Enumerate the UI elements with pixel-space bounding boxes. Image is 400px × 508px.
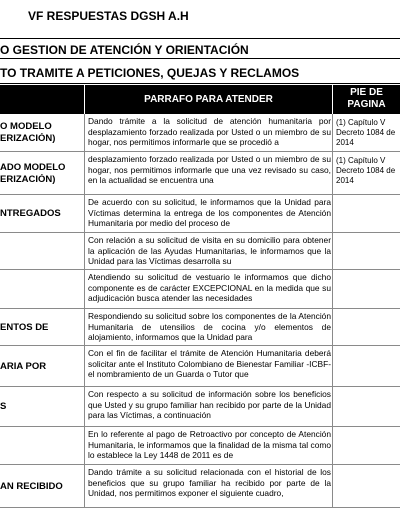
row-parrafo-text: En lo referente al pago de Retroactivo por concepto de Atención Humanitaria, le informamos que la finalidad de la misma tal como lo establece la Ley 1448 de 2011 es de (88, 429, 331, 461)
row-label: O MODELO (0, 121, 52, 132)
row-pie-cell[interactable] (333, 195, 400, 232)
row-label-cell[interactable] (0, 233, 85, 269)
row-parrafo-cell[interactable] (85, 427, 333, 464)
row-label-cell[interactable] (0, 346, 85, 386)
row-parrafo-text: Respondiendo su solicitud sobre los componentes de la Atención Humanitaria de utensilios de cocina y/o elementos de alojamiento, informamos que la Unidad para (88, 311, 331, 343)
table-row (0, 195, 400, 233)
table-row (0, 233, 400, 270)
process-line: O GESTION DE ATENCIÓN Y ORIENTACIÓN (0, 43, 249, 57)
row-parrafo-text: Atendiendo su solicitud de vestuario le informamos que dicho componente es de carácter EXCEPCIONAL en la medida que su adjudicación busca atender las necesidades (88, 272, 331, 304)
table-row (0, 152, 400, 195)
table-row (0, 465, 400, 508)
row-label-cell[interactable] (0, 465, 85, 507)
row-label: AN RECIBIDO (0, 481, 63, 492)
row-label-cell[interactable] (0, 152, 85, 194)
row-label: ARIA POR (0, 361, 47, 372)
table-row (0, 346, 400, 387)
row-label-cell[interactable] (0, 114, 85, 151)
row-pie-cell[interactable] (333, 465, 400, 507)
row-parrafo-cell[interactable] (85, 465, 333, 507)
row-label: S (0, 401, 7, 412)
row-pie-cell[interactable] (333, 114, 400, 151)
row-label-cell[interactable] (0, 195, 85, 232)
table-row (0, 309, 400, 346)
row-label-cell[interactable] (0, 270, 85, 308)
process-band[interactable] (0, 38, 400, 59)
row-parrafo-text: Dando trámite a la solicitud de atención humanitaria por desplazamiento forzado realizada por Usted o un miembro de su hogar, nos permitimos informarle que se procedió a (88, 116, 331, 148)
row-label: ERIZACIÓN) (0, 174, 56, 185)
row-parrafo-cell[interactable] (85, 114, 333, 151)
row-label-cell[interactable] (0, 387, 85, 426)
procedure-line: TO TRAMITE A PETICIONES, QUEJAS Y RECLAMOS (0, 66, 300, 80)
row-pie-cell[interactable] (333, 152, 400, 194)
row-pie-cell[interactable] (333, 309, 400, 345)
row-parrafo-cell[interactable] (85, 309, 333, 345)
row-parrafo-text: De acuerdo con su solicitud, le informamos que la Unidad para Víctimas determina la entrega de los componentes de Atención Humanitaria por medio del proceso de (88, 197, 331, 229)
header-cell-label[interactable] (0, 85, 85, 114)
row-label: ENTOS DE (0, 322, 49, 333)
table-row (0, 270, 400, 309)
row-parrafo-cell[interactable] (85, 270, 333, 308)
row-pie-text: (1) Capítulo V Decreto 1084 de 2014 (336, 118, 396, 147)
row-pie-cell[interactable] (333, 427, 400, 464)
row-parrafo-text: desplazamiento forzado realizada por Usted o un miembro de su hogar, nos permitimos informarle que una vez revisado su caso, en la actualidad se encuentra una (88, 154, 331, 186)
row-parrafo-cell[interactable] (85, 233, 333, 269)
table-row (0, 114, 400, 152)
row-pie-text: (1) Capítulo V Decreto 1084 de 2014 (336, 156, 396, 185)
header-pie-de-pagina[interactable] (333, 87, 400, 111)
row-parrafo-text: Con respecto a su solicitud de información sobre los beneficios que Usted y su grupo familiar han recibido por parte de la Unidad para las Víctimas, a continuación (88, 389, 331, 421)
row-label-cell[interactable] (0, 309, 85, 345)
row-parrafo-text: Con el fin de facilitar el trámite de Atención Humanitaria deberá solicitar ante el Instituto Colombiano de Bienestar Familiar -ICBF- el nombramiento de un Guarda o Tutor que (88, 348, 331, 380)
row-parrafo-cell[interactable] (85, 195, 333, 232)
row-parrafo-text: Con relación a su solicitud de visita en su domicilio para obtener la aplicación de las Ayudas Humanitarias, le informamos que la Unidad para las Víctimas desarrolla su (88, 235, 331, 267)
row-pie-cell[interactable] (333, 346, 400, 386)
row-parrafo-cell[interactable] (85, 387, 333, 426)
procedure-band[interactable] (0, 63, 400, 84)
table-row (0, 427, 400, 465)
header-parrafo[interactable]: PARRAFO PARA ATENDER (85, 85, 333, 114)
table-header (0, 85, 400, 114)
sheet-title-row[interactable] (0, 0, 400, 34)
row-label: NTREGADOS (0, 208, 61, 219)
row-label-cell[interactable] (0, 427, 85, 464)
row-label: ADO MODELO (0, 162, 66, 173)
row-pie-cell[interactable] (333, 387, 400, 426)
row-label: ERIZACIÓN) (0, 133, 56, 144)
header-pie-line1: PIE DE (350, 87, 383, 98)
row-parrafo-text: Dando trámite a su solicitud relacionada con el historial de los beneficios que su grupo familiar ha recibido por parte de la Unidad, nos permitimos exponer el siguiente cuadro, (88, 467, 331, 499)
row-pie-cell[interactable] (333, 270, 400, 308)
row-parrafo-cell[interactable] (85, 346, 333, 386)
table-row (0, 387, 400, 427)
header-pie-line2: PAGINA (347, 99, 386, 110)
row-parrafo-cell[interactable] (85, 152, 333, 194)
row-pie-cell[interactable] (333, 233, 400, 269)
sheet-title: VF RESPUESTAS DGSH A.H (28, 9, 189, 23)
